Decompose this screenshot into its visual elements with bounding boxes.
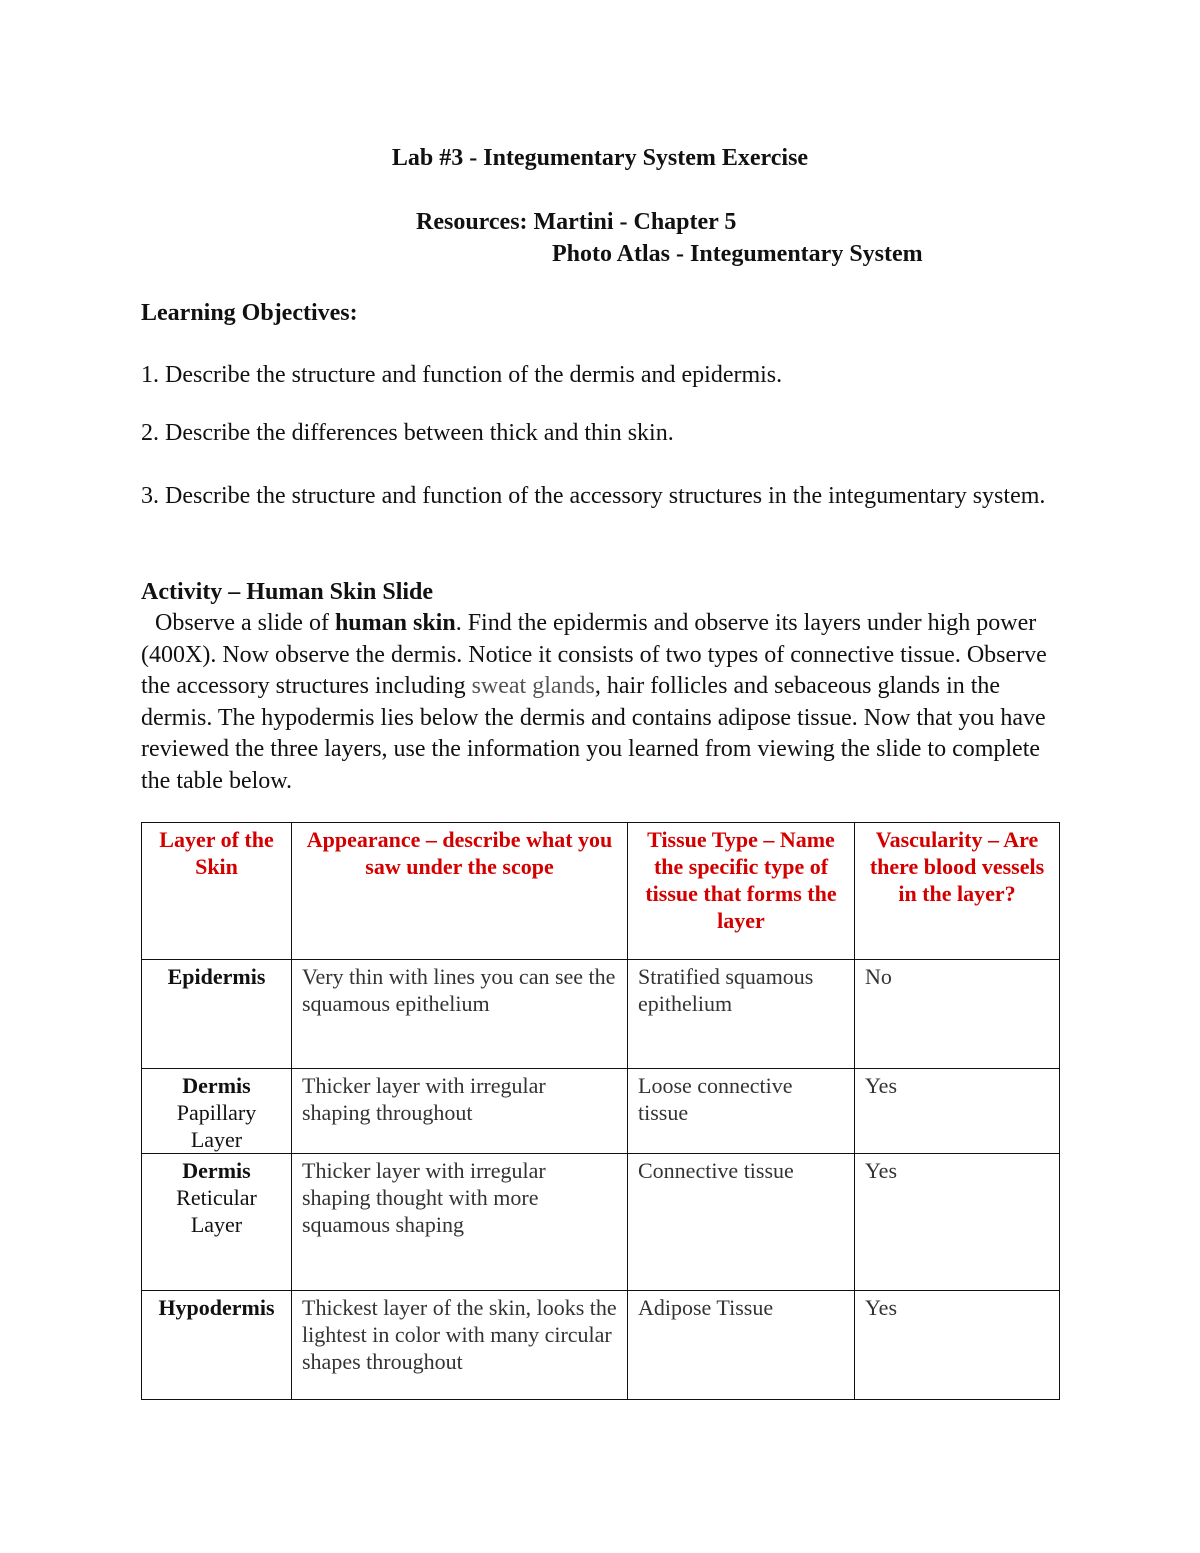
- objective-item: 1. Describe the structure and function of the dermis and epidermis.: [141, 362, 783, 388]
- objective-item: 2. Describe the differences between thick and thin skin.: [141, 420, 674, 446]
- resources-line-2: Photo Atlas - Integumentary System: [552, 241, 923, 267]
- layer-sublayer: Reticular Layer: [176, 1185, 257, 1237]
- layer-sublayer: Papillary Layer: [176, 1100, 257, 1152]
- header-layer: Layer of the Skin: [142, 823, 292, 960]
- page-title: Lab #3 - Integumentary System Exercise: [391, 145, 809, 171]
- cell-layer: [142, 960, 292, 1069]
- activity-instructions: [141, 608, 1066, 798]
- cell-layer: [142, 1069, 292, 1154]
- activity-heading: Activity – Human Skin Slide: [141, 579, 434, 605]
- header-vascularity: Vascularity – Are there blood vessels in the layer?: [855, 823, 1060, 960]
- cell-appearance: Thicker layer with irregular shaping thought with more squamous shaping: [292, 1154, 628, 1291]
- table-row: [142, 1154, 1060, 1291]
- learning-objectives-heading: Learning Objectives:: [141, 300, 358, 326]
- objective-item: 3. Describe the structure and function of the accessory structures in the integumentary system.: [141, 483, 1046, 509]
- activity-text-1: Observe a slide of: [155, 610, 335, 636]
- cell-vascularity: Yes: [855, 1069, 1060, 1154]
- header-appearance: Appearance – describe what you saw under the scope: [292, 823, 628, 960]
- cell-appearance: Very thin with lines you can see the squamous epithelium: [292, 960, 628, 1069]
- activity-text-3: , hair follicles and sebaceous glands in the dermis. The hypodermis lies below the dermis and contains adipose tissue. Now that you have reviewed the three layers, use the information you learned from viewing the slide to complete the table below.: [141, 673, 1046, 794]
- header-tissue-type: Tissue Type – Name the specific type of tissue that forms the layer: [628, 823, 855, 960]
- layer-name: Hypodermis: [158, 1295, 275, 1320]
- cell-tissue: Adipose Tissue: [628, 1291, 855, 1400]
- cell-layer: [142, 1154, 292, 1291]
- activity-text-2: . Find the epidermis and observe its layers under high power (400X). Now observe the dermis. Notice it consists of two types of connective tissue. Observe the accessory structures including: [141, 610, 1047, 700]
- skin-layers-table: [141, 822, 1060, 1400]
- table-row: [142, 1291, 1060, 1400]
- table-row: [142, 1069, 1060, 1154]
- cell-appearance: Thickest layer of the skin, looks the lightest in color with many circular shapes throughout: [292, 1291, 628, 1400]
- cell-appearance: Thicker layer with irregular shaping throughout: [292, 1069, 628, 1154]
- resources-line-1: Resources: Martini - Chapter 5: [416, 209, 737, 235]
- cell-vascularity: No: [855, 960, 1060, 1069]
- layer-name: Epidermis: [167, 964, 266, 989]
- cell-vascularity: Yes: [855, 1154, 1060, 1291]
- activity-sweat-glands: sweat glands: [471, 673, 595, 700]
- table-header-row: [142, 823, 1060, 960]
- cell-layer: [142, 1291, 292, 1400]
- layer-name: Dermis: [182, 1158, 251, 1183]
- cell-tissue: Loose connective tissue: [628, 1069, 855, 1154]
- cell-vascularity: Yes: [855, 1291, 1060, 1400]
- cell-tissue: Stratified squamous epithelium: [628, 960, 855, 1069]
- activity-bold-human-skin: human skin: [334, 610, 456, 636]
- table-row: [142, 960, 1060, 1069]
- layer-name: Dermis: [182, 1073, 251, 1098]
- cell-tissue: Connective tissue: [628, 1154, 855, 1291]
